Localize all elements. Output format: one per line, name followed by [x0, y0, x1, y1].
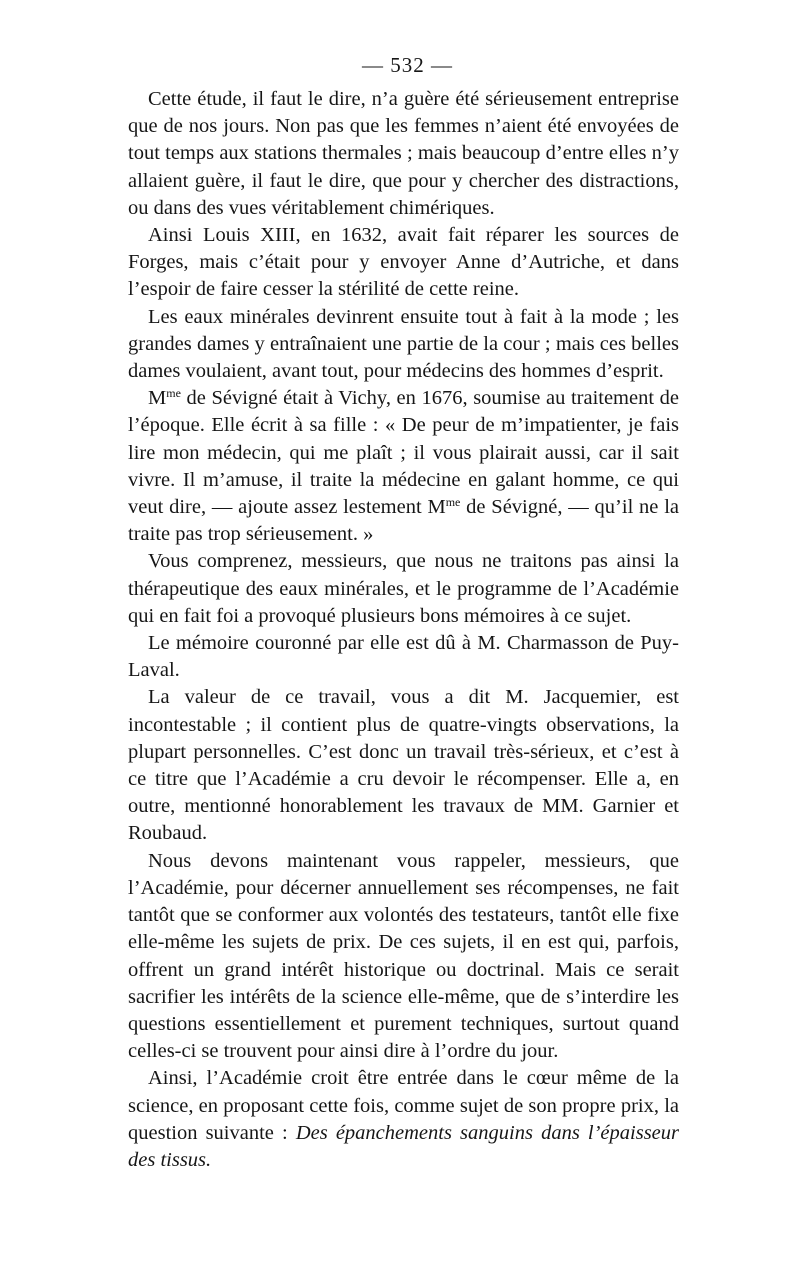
page-number: — 532 — [362, 53, 453, 77]
paragraph-4 [128, 385, 679, 548]
paragraph-4-superscript: me [166, 386, 181, 401]
paragraph-9-text: Ainsi, l’Académie croit être entrée dans le cœur même de la science, en proposant cette fois, comme sujet de son propre prix, la question suivante : [128, 1067, 679, 1144]
paragraph-2: Ainsi Louis XIII, en 1632, avait fait réparer les sources de Forges, mais c’était pour y envoyer Anne d’Autriche, et dans l’espoir de faire cesser la stérilité de cette reine. [128, 224, 679, 301]
paragraph-3: Les eaux minérales devinrent ensuite tout à fait à la mode ; les grandes dames y entraînaient une partie de la cour ; mais ces belles dames voulaient, avant tout, pour médecins des hommes d’esprit. [128, 305, 679, 383]
paragraph-1: Cette étude, il faut le dire, n’a guère été sérieusement entreprise que de nos jours. Non pas que les femmes n’aient été envoyées de tout temps aux stations thermales ; mais beaucoup d’entre elles n’y allaient guère, il faut le dire, que pour y chercher des distractions, ou dans des vues véritablement chimériques. [128, 88, 679, 219]
paragraph-7: La valeur de ce travail, vous a dit M. Jacquemier, est incontestable ; il contient plus de quatre-vingts observations, la plupart personnelles. C’est donc un travail très-sérieux, et c’est à ce titre que l’Académie a cru devoir le récompenser. Elle a, en outre, mentionné honorablement les travaux de MM. Garnier et Roubaud. [128, 686, 679, 845]
paragraph-4-superscript-2: me [445, 495, 461, 510]
paragraph-6: Le mémoire couronné par elle est dû à M. Charmasson de Puy-Laval. [128, 632, 679, 682]
paragraph-4-text-2: de Sévigné, — qu’il ne la traite pas trop sérieusement. » [128, 496, 679, 546]
paragraph-4-text: de Sévigné était à Vichy, en 1676, soumise au traitement de l’époque. Elle écrit à sa fille : « De peur de m’impatienter, je fais lire mon médecin, qui me plaît ; il vous plairait aussi, car il sait vivre. Il m’amuse, il traite la médecine en galant homme, ce qui veut dire, — ajoute assez lestement M [128, 387, 679, 519]
paragraph-9 [128, 1065, 679, 1174]
paragraph-4-prefix: M [148, 387, 167, 410]
paragraph-5: Vous comprenez, messieurs, que nous ne traitons pas ainsi la thérapeutique des eaux minérales, et le programme de l’Académie qui en fait foi a provoqué plusieurs bons mémoires à ce sujet. [128, 550, 679, 627]
book-page [128, 52, 679, 1174]
paragraph-9-italic-title: Des épanchements sanguins dans l’épaisseur des tissus. [128, 1121, 680, 1171]
paragraph-8: Nous devons maintenant vous rappeler, messieurs, que l’Académie, pour décerner annuellement ses récompenses, ne fait tantôt que se conformer aux volontés des testateurs, tantôt elle fixe elle-même les sujets de prix. De ces sujets, il en est qui, parfois, offrent un grand intérêt historique ou doctrinal. Mais ce serait sacrifier les intérêts de la science elle-même, que de s’interdire les questions essentiellement et purement techniques, surtout quand celles-ci se trouvent pour ainsi dire à l’ordre du jour. [128, 849, 679, 1063]
